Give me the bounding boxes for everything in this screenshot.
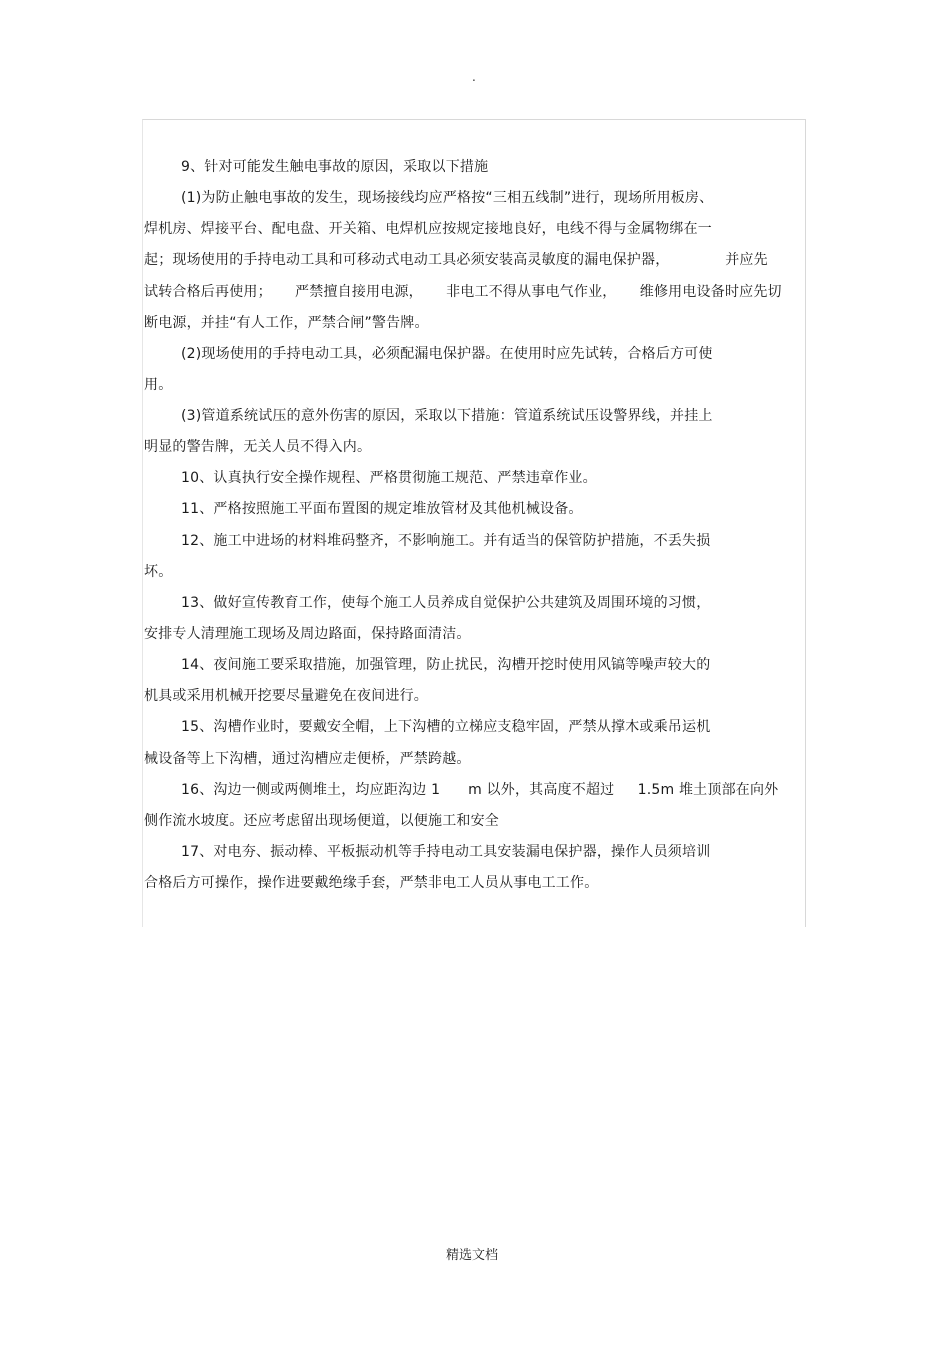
paragraph-line: (1)为防止触电事故的发生，现场接线均应严格按“三相五线制”进行，现场所用板房、 — [181, 190, 714, 206]
paragraph-line: 合格后方可操作，操作进要戴绝缘手套，严禁非电工人员从事电工工作。 — [144, 875, 599, 891]
paragraph-line: (3)管道系统试压的意外伤害的原因，采取以下措施：管道系统试压设警界线，并挂上 — [181, 408, 713, 424]
footer-label: 精选文档 — [446, 1248, 499, 1263]
paragraph-line: 焊机房、焊接平台、配电盘、开关箱、电焊机应按规定接地良好，电线不得与金属物绑在一 — [144, 221, 712, 237]
paragraph-line: 16、沟边一侧或两侧堆土，均应距沟边 1 m 以外，其高度不超过 1.5m 堆土顶部在向外 — [181, 782, 779, 798]
paragraph-line: 起；现场使用的手持电动工具和可移动式电动工具必须安装高灵敏度的漏电保护器， 并应先 — [144, 252, 768, 268]
paragraph-line: 安排专人清理施工现场及周边路面，保持路面清洁。 — [144, 626, 471, 642]
paragraph-line: 坏。 — [144, 564, 173, 580]
paragraph-line: (2)现场使用的手持电动工具，必须配漏电保护器。在使用时应先试转，合格后方可使 — [181, 346, 713, 362]
paragraph-line: 用。 — [144, 377, 173, 393]
paragraph-line: 14、夜间施工要采取措施，加强管理，防止扰民，沟槽开挖时使用风镐等噪声较大的 — [181, 657, 711, 673]
paragraph-line: 9、针对可能发生触电事故的原因，采取以下措施 — [181, 159, 489, 175]
paragraph-line: 12、施工中进场的材料堆码整齐，不影响施工。并有适当的保管防护措施，不丢失损 — [181, 533, 711, 549]
paragraph-line: 试转合格后再使用； 严禁擅自接用电源， 非电工不得从事电气作业， 维修用电设备时应先切 — [144, 284, 782, 300]
paragraph-line: 断电源，并挂“有人工作，严禁合闸”警告牌。 — [144, 315, 429, 331]
paragraph-line: 13、做好宣传教育工作，使每个施工人员养成自觉保护公共建筑及周围环境的习惯， — [181, 595, 711, 611]
paragraph-line: 10、认真执行安全操作规程、严格贯彻施工规范、严禁违章作业。 — [181, 470, 597, 486]
content-frame — [142, 119, 806, 927]
header-dot-mark: . — [472, 70, 476, 84]
paragraph-line: 11、严格按照施工平面布置图的规定堆放管材及其他机械设备。 — [181, 501, 583, 517]
paragraph-line: 侧作流水坡度。还应考虑留出现场便道，以便施工和安全 — [144, 813, 499, 829]
paragraph-line: 15、沟槽作业时，要戴安全帽，上下沟槽的立梯应支稳牢固，严禁从撑木或乘吊运机 — [181, 719, 711, 735]
paragraph-line: 机具或采用机械开挖要尽量避免在夜间进行。 — [144, 688, 428, 704]
paragraph-line: 械设备等上下沟槽，通过沟槽应走便桥，严禁跨越。 — [144, 751, 471, 767]
paragraph-line: 明显的警告牌，无关人员不得入内。 — [144, 439, 372, 455]
paragraph-line: 17、对电夯、振动棒、平板振动机等手持电动工具安装漏电保护器，操作人员须培训 — [181, 844, 711, 860]
